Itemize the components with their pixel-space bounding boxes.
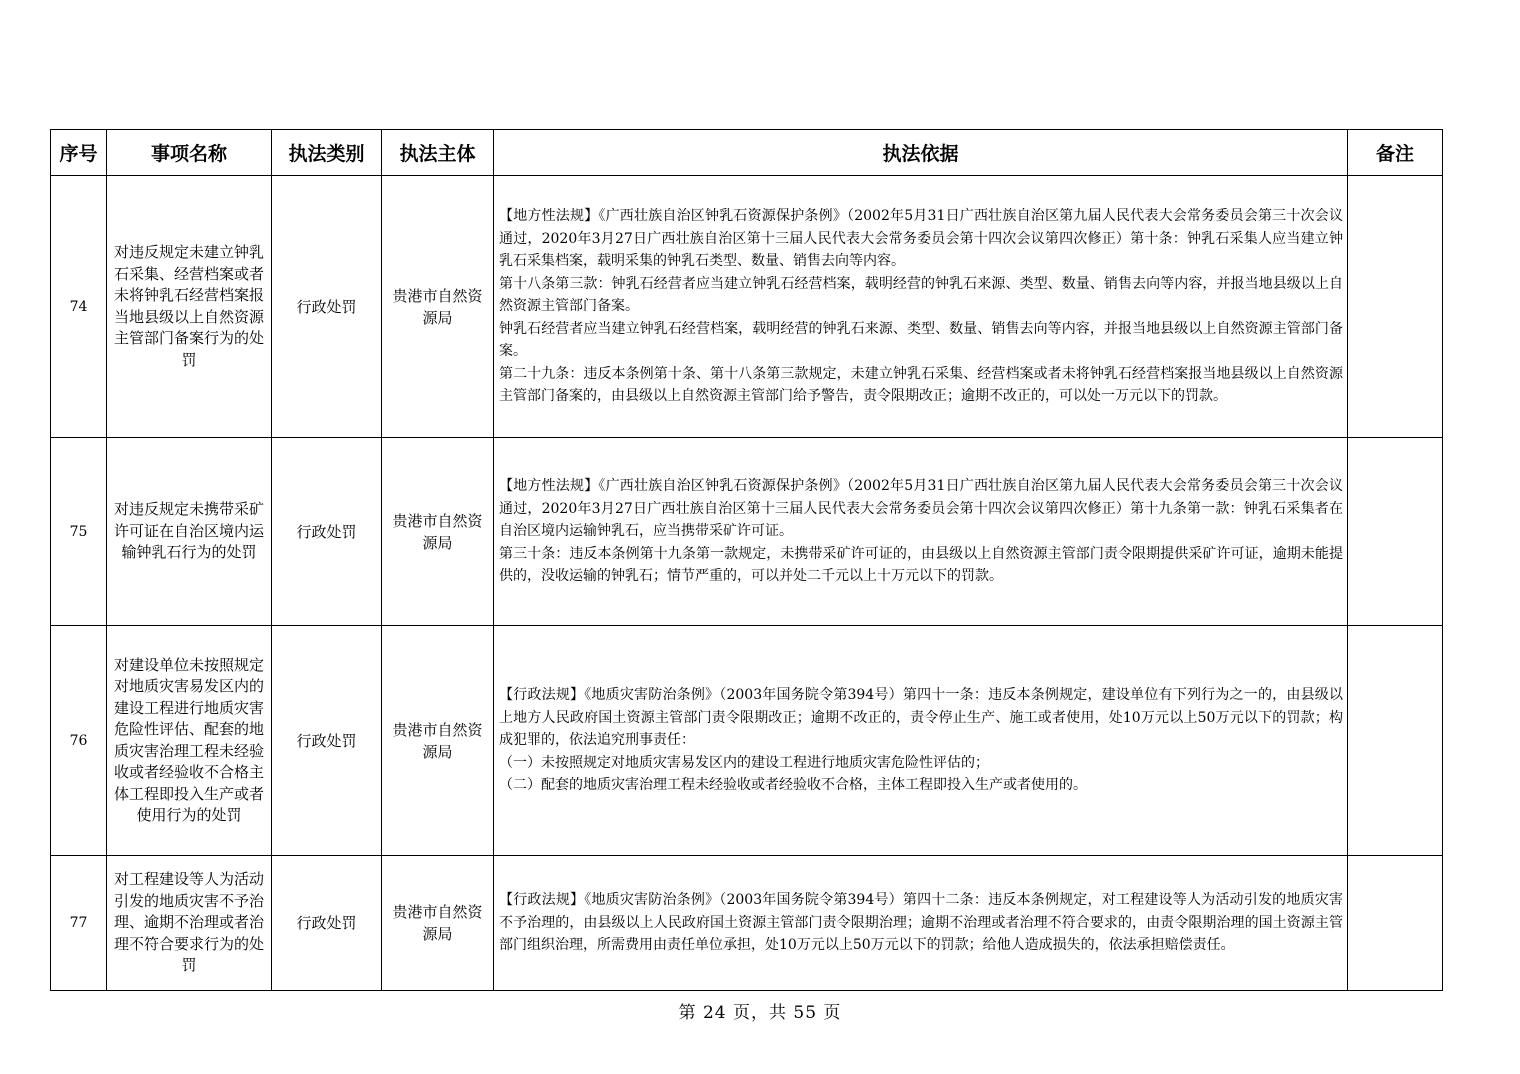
basis-paragraph: （二）配套的地质灾害治理工程未经验收或者经验收不合格，主体工程即投入生产或者使用的。 (499, 777, 1087, 794)
row-seq: 77 (51, 856, 107, 991)
table-row (51, 856, 1443, 991)
row-item-name: 对建设单位未按照规定对地质灾害易发区内的建设工程进行地质灾害危险性评估、配套的地质灾害治理工程未经验收或者经验收不合格主体工程即投入生产或者使用行为的处罚 (107, 626, 272, 856)
header-basis: 执法依据 (494, 130, 1348, 176)
basis-paragraph: 第二十九条：违反本条例第十条、第十八条第三款规定，未建立钟乳石采集、经营档案或者未将钟乳石经营档案报当地县级以上自然资源主管部门备案的，由县级以上自然资源主管部门给予警告，责令限期改正；逾期不改正的，可以处一万元以下的罚款。 (499, 365, 1343, 405)
row-basis (494, 438, 1348, 626)
row-enforcement-body (382, 626, 494, 856)
basis-paragraph: （一）未按照规定对地质灾害易发区内的建设工程进行地质灾害危险性评估的； (499, 754, 989, 771)
row-item-name: 对违反规定未建立钟乳石采集、经营档案或者未将钟乳石经营档案报当地县级以上自然资源主管部门备案行为的处罚 (107, 176, 272, 438)
row-remark (1348, 438, 1443, 626)
basis-paragraph: 钟乳石经营者应当建立钟乳石经营档案，载明经营的钟乳石来源、类型、数量、销售去向等内容，并报当地县级以上自然资源主管部门备案。 (499, 320, 1343, 360)
row-enforcement-body-text: 贵港市自然资源局 (392, 511, 483, 552)
basis-paragraph: 【地方性法规】《广西壮族自治区钟乳石资源保护条例》（2002年5月31日广西壮族自治区第九届人民代表大会常务委员会第三十次会议通过，2020年3月27日广西壮族自治区第十三届人民代表大会常务委员会第十四次会议第四次修正）第十条：钟乳石采集人应当建立钟乳石采集档案，载明采集的钟乳石类型、数量、销售去向等内容。 (499, 208, 1343, 270)
row-remark (1348, 856, 1443, 991)
row-enforcement-body-text: 贵港市自然资源局 (392, 286, 483, 327)
row-category: 行政处罚 (272, 856, 382, 991)
row-seq: 75 (51, 438, 107, 626)
header-remark: 备注 (1348, 130, 1443, 176)
row-enforcement-body-text: 贵港市自然资源局 (392, 903, 483, 943)
row-remark (1348, 176, 1443, 438)
header-name: 事项名称 (107, 130, 272, 176)
enforcement-table (50, 129, 1443, 991)
row-enforcement-body (382, 438, 494, 626)
basis-paragraph: 【行政法规】《地质灾害防治条例》（2003年国务院令第394号）第四十一条：违反本条例规定，建设单位有下列行为之一的，由县级以上地方人民政府国土资源主管部门责令限期改正；逾期不改正的，责令停止生产、施工或者使用，处10万元以上50万元以下的罚款；构成犯罪的，依法追究刑事责任： (499, 687, 1343, 749)
basis-paragraph: 【地方性法规】《广西壮族自治区钟乳石资源保护条例》（2002年5月31日广西壮族自治区第九届人民代表大会常务委员会第三十次会议通过，2020年3月27日广西壮族自治区第十三届人民代表大会常务委员会第十四次会议第四次修正）第十九条第一款：钟乳石采集者在自治区境内运输钟乳石，应当携带采矿许可证。 (499, 478, 1343, 540)
header-category: 执法类别 (272, 130, 382, 176)
row-category: 行政处罚 (272, 626, 382, 856)
basis-paragraph: 【行政法规】《地质灾害防治条例》（2003年国务院令第394号）第四十二条：违反本条例规定，对工程建设等人为活动引发的地质灾害不予治理的，由县级以上人民政府国土资源主管部门责令限期治理；逾期不治理或者治理不符合要求的，由责令限期治理的国土资源主管部门组织治理，所需费用由责任单位承担，处10万元以上50万元以下的罚款；给他人造成损失的，依法承担赔偿责任。 (499, 892, 1343, 954)
row-item-name: 对违反规定未携带采矿许可证在自治区境内运输钟乳石行为的处罚 (107, 438, 272, 626)
header-body: 执法主体 (382, 130, 494, 176)
row-category: 行政处罚 (272, 438, 382, 626)
row-enforcement-body (382, 176, 494, 438)
table-row (51, 438, 1443, 626)
row-basis (494, 626, 1348, 856)
row-category: 行政处罚 (272, 176, 382, 438)
row-enforcement-body (382, 856, 494, 991)
table-row (51, 176, 1443, 438)
row-seq: 76 (51, 626, 107, 856)
row-enforcement-body-text: 贵港市自然资源局 (392, 720, 483, 761)
page-number-footer: 第 24 页，共 55 页 (678, 1003, 842, 1023)
row-basis (494, 856, 1348, 991)
row-basis (494, 176, 1348, 438)
row-item-name: 对工程建设等人为活动引发的地质灾害不予治理、逾期不治理或者治理不符合要求行为的处罚 (107, 856, 272, 991)
table-row (51, 626, 1443, 856)
basis-paragraph: 第三十条：违反本条例第十九条第一款规定，未携带采矿许可证的，由县级以上自然资源主管部门责令限期提供采矿许可证，逾期未能提供的，没收运输的钟乳石；情节严重的，可以并处二千元以上十万元以下的罚款。 (499, 545, 1343, 585)
basis-paragraph: 第十八条第三款：钟乳石经营者应当建立钟乳石经营档案，载明经营的钟乳石来源、类型、数量、销售去向等内容，并报当地县级以上自然资源主管部门备案。 (499, 275, 1343, 315)
row-remark (1348, 626, 1443, 856)
table-header-row (51, 130, 1443, 176)
row-seq: 74 (51, 176, 107, 438)
header-seq: 序号 (51, 130, 107, 176)
